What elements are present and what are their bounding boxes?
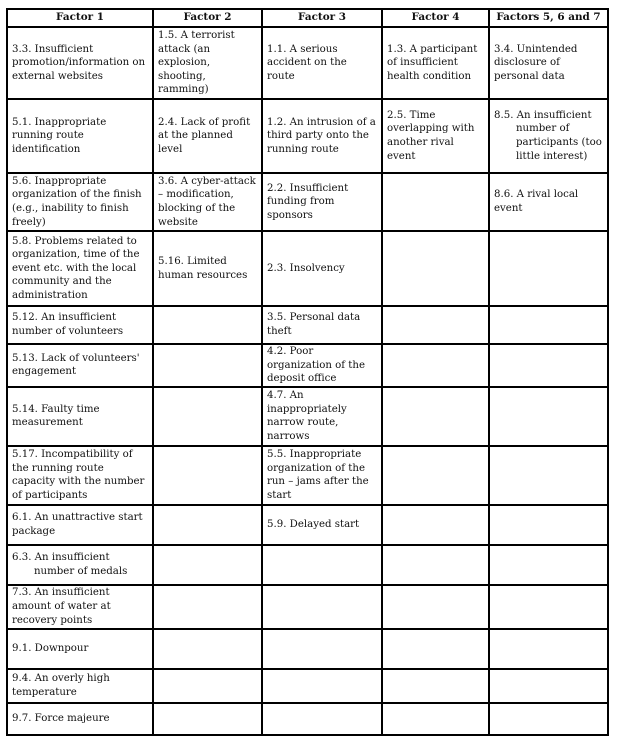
table-cell	[382, 306, 489, 344]
table-cell: 2.3. Insolvency	[262, 231, 382, 306]
table-row	[7, 585, 608, 629]
table-cell	[382, 387, 489, 446]
table-cell: 3.4. Unintended disclosure of personal data	[489, 27, 608, 99]
table-cell: 2.4. Lack of profit at the planned level	[153, 99, 262, 173]
table-cell	[262, 629, 382, 669]
table-row	[7, 99, 608, 173]
table-cell: 5.5. Inappropriate organization of the run – jams after the start	[262, 446, 382, 505]
table-cell	[489, 387, 608, 446]
table-cell: 9.1. Downpour	[7, 629, 153, 669]
table-cell	[382, 585, 489, 629]
header-factors-5-6-7: Factors 5, 6 and 7	[489, 9, 608, 27]
table-row	[7, 173, 608, 231]
table-cell	[153, 344, 262, 387]
table-cell: 5.1. Inappropriate running route identification	[7, 99, 153, 173]
table-cell	[489, 629, 608, 669]
table-row	[7, 27, 608, 99]
table-cell: 5.16. Limited human resources	[153, 231, 262, 306]
cell-text-indented: number of medals	[34, 565, 128, 577]
table-cell: 1.1. A serious accident on the route	[262, 27, 382, 99]
header-row	[7, 9, 608, 27]
table-cell	[153, 629, 262, 669]
table-row	[7, 344, 608, 387]
table-cell	[489, 344, 608, 387]
table-cell: 5.9. Delayed start	[262, 505, 382, 545]
table-cell: 5.14. Faulty time measurement	[7, 387, 153, 446]
table-row	[7, 387, 608, 446]
table-cell	[153, 669, 262, 703]
table-cell: 8.6. A rival local event	[489, 173, 608, 231]
factors-table	[6, 8, 609, 736]
table-cell	[489, 585, 608, 629]
table-row	[7, 545, 608, 585]
header-factor-2: Factor 2	[153, 9, 262, 27]
table-cell	[489, 306, 608, 344]
header-factor-3: Factor 3	[262, 9, 382, 27]
table-cell: 2.2. Insufficient funding from sponsors	[262, 173, 382, 231]
table-cell: 3.6. A cyber-attack – modification, blocking of the website	[153, 173, 262, 231]
table-cell: 7.3. An insufficient amount of water at recovery points	[7, 585, 153, 629]
cell-text-first-line: 6.3. An insufficient	[12, 552, 110, 564]
table-cell	[153, 306, 262, 344]
table-cell	[153, 387, 262, 446]
table-cell	[489, 99, 608, 173]
table-cell	[153, 703, 262, 735]
table-cell: 9.4. An overly high temperature	[7, 669, 153, 703]
table-cell: 9.7. Force majeure	[7, 703, 153, 735]
table-cell	[153, 446, 262, 505]
table-cell: 2.5. Time overlapping with another rival event	[382, 99, 489, 173]
table-cell	[153, 545, 262, 585]
table-cell	[7, 545, 153, 585]
table-row	[7, 629, 608, 669]
table-cell: 3.3. Insufficient promotion/information on external websites	[7, 27, 153, 99]
table-cell	[382, 545, 489, 585]
table-cell: 5.17. Incompatibility of the running route capacity with the number of participants	[7, 446, 153, 505]
table-cell: 1.5. A terrorist attack (an explosion, shooting, ramming)	[153, 27, 262, 99]
table-cell	[382, 446, 489, 505]
table-cell	[489, 703, 608, 735]
table-cell	[382, 505, 489, 545]
table-cell	[489, 446, 608, 505]
table-cell	[262, 545, 382, 585]
table-row	[7, 306, 608, 344]
table-cell: 5.8. Problems related to organization, time of the event etc. with the local community and the administration	[7, 231, 153, 306]
table-cell: 1.3. A participant of insufficient health condition	[382, 27, 489, 99]
header-factor-1: Factor 1	[7, 9, 153, 27]
table-cell: 5.13. Lack of volunteers' engagement	[7, 344, 153, 387]
table-cell	[153, 585, 262, 629]
table-row	[7, 669, 608, 703]
cell-text-indented: number of participants (too little interest)	[516, 123, 602, 162]
table-cell	[262, 585, 382, 629]
table-cell: 4.7. An inappropriately narrow route, narrows	[262, 387, 382, 446]
cell-text-first-line: 8.5. An insufficient	[494, 109, 592, 121]
table-cell	[382, 629, 489, 669]
header-factor-4: Factor 4	[382, 9, 489, 27]
table-cell	[382, 703, 489, 735]
table-cell	[489, 669, 608, 703]
table-cell: 6.1. An unattractive start package	[7, 505, 153, 545]
table-cell: 4.2. Poor organization of the deposit office	[262, 344, 382, 387]
table-row	[7, 231, 608, 306]
table-cell	[382, 344, 489, 387]
table-cell	[262, 703, 382, 735]
table-cell	[262, 669, 382, 703]
table-row	[7, 703, 608, 735]
table-cell	[382, 173, 489, 231]
table-cell: 3.5. Personal data theft	[262, 306, 382, 344]
table-cell	[489, 231, 608, 306]
table-cell	[489, 545, 608, 585]
table-cell	[153, 505, 262, 545]
table-cell	[489, 505, 608, 545]
table-cell: 5.6. Inappropriate organization of the finish (e.g., inability to finish freely)	[7, 173, 153, 231]
table-row	[7, 505, 608, 545]
table-cell: 5.12. An insufficient number of volunteers	[7, 306, 153, 344]
table-row	[7, 446, 608, 505]
table-cell	[382, 669, 489, 703]
table-cell	[382, 231, 489, 306]
table-cell: 1.2. An intrusion of a third party onto the running route	[262, 99, 382, 173]
